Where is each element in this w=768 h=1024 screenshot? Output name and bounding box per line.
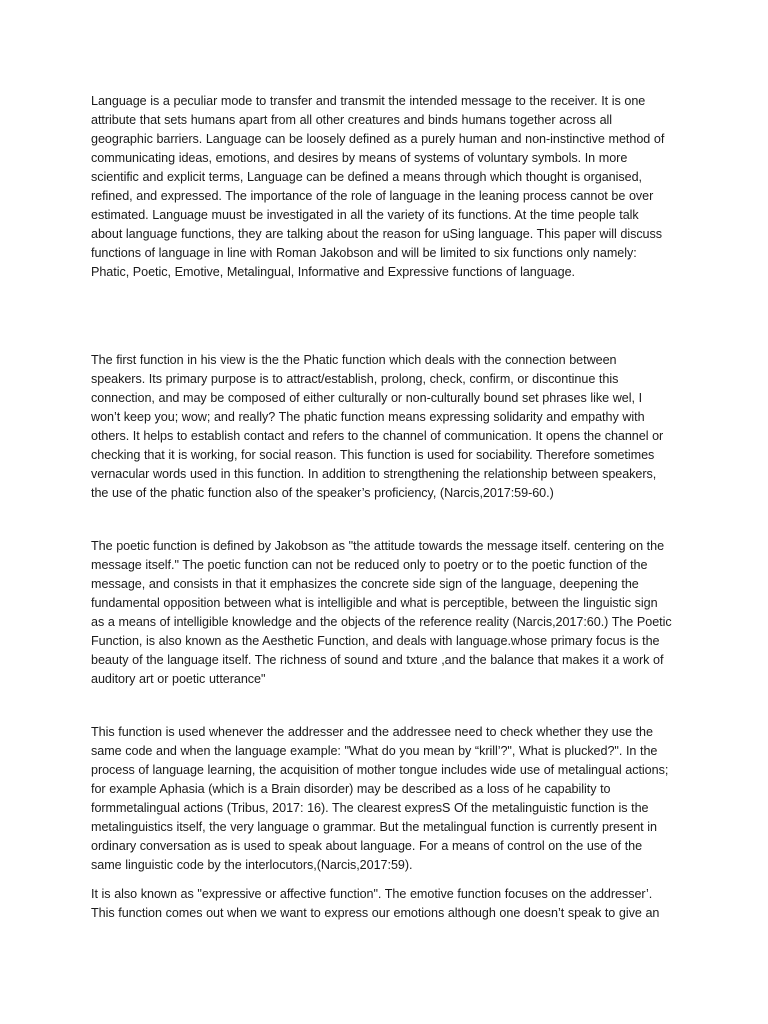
paragraph-poetic-function: The poetic function is defined by Jakobson as "the attitude towards the message itself. centering on the message itself." The poetic function can not be reduced only to poetry or to the poetic function of the message, and consists in that it emphasizes the concrete side sign of the language, deepening the fundamental opposition between what is intelligible and what is perceptible, between the linguistic sign as a means of intelligible knowledge and the objects of the reference reality (Narcis,2017:60.) The Poetic Function, is also known as the Aesthetic Function, and deals with language.whose primary focus is the beauty of the language itself. The richness of sound and txture ,and the balance that makes it a work of auditory art or poetic utterance" [91,539,672,686]
paragraph-phatic-function: The first function in his view is the the Phatic function which deals with the connection between speakers. Its primary purpose is to attract/establish, prolong, check, confirm, or discontinue this connection, and may be composed of either culturally or non-culturally bound set phrases like wel, I won’t keep you; wow; and really? The phatic function means expressing solidarity and empathy with others. It helps to establish contact and refers to the channel of communication. It opens the channel or checking that it is working, for social reason. This function is used for sociability. Therefore sometimes vernacular words used in this function. In addition to strengthening the relationship between speakers, the use of the phatic function also of the speaker’s proficiency, (Narcis,2017:59-60.) [91,353,664,500]
paragraph-emotive-function: It is also known as "expressive or affective function". The emotive function focuses on the addresser’. This function comes out when we want to express our emotions although one doesn’t speak to give an [91,887,660,920]
paragraph-introduction: Language is a peculiar mode to transfer and transmit the intended message to the receiver. It is one attribute that sets humans apart from all other creatures and binds humans together across all geographic barriers. Language can be loosely defined as a purely human and non-instinctive method of communicating ideas, emotions, and desires by means of systems of voluntary symbols. In more scientific and explicit terms, Language can be defined a means through which thought is organised, refined, and expressed. The importance of the role of language in the leaning process cannot be over estimated. Language muust be investigated in all the variety of its functions. At the time people talk about language functions, they are talking about the reason for uSing language. This paper will discuss functions of language in line with Roman Jakobson and will be limited to six functions only namely: Phatic, Poetic, Emotive, Metalingual, Informative and Expressive functions of language. [91,94,665,279]
paragraph-metalingual-function: This function is used whenever the addresser and the addressee need to check whether they use the same code and when the language example: "What do you mean by “krill’?", What is plucked?". In the process of language learning, the acquisition of mother tongue includes wide use of metalingual actions; for example Aphasia (which is a Brain disorder) may be described as a loss of he capability to formmetalingual actions (Tribus, 2017: 16). The clearest expresS Of the metalinguistic function is the metalinguistics itself, the very language o grammar. But the metalingual function is currently present in ordinary conversation as is used to speak about language. For a means of control on the use of the same linguistic code by the interlocutors,(Narcis,2017:59). [91,725,669,872]
